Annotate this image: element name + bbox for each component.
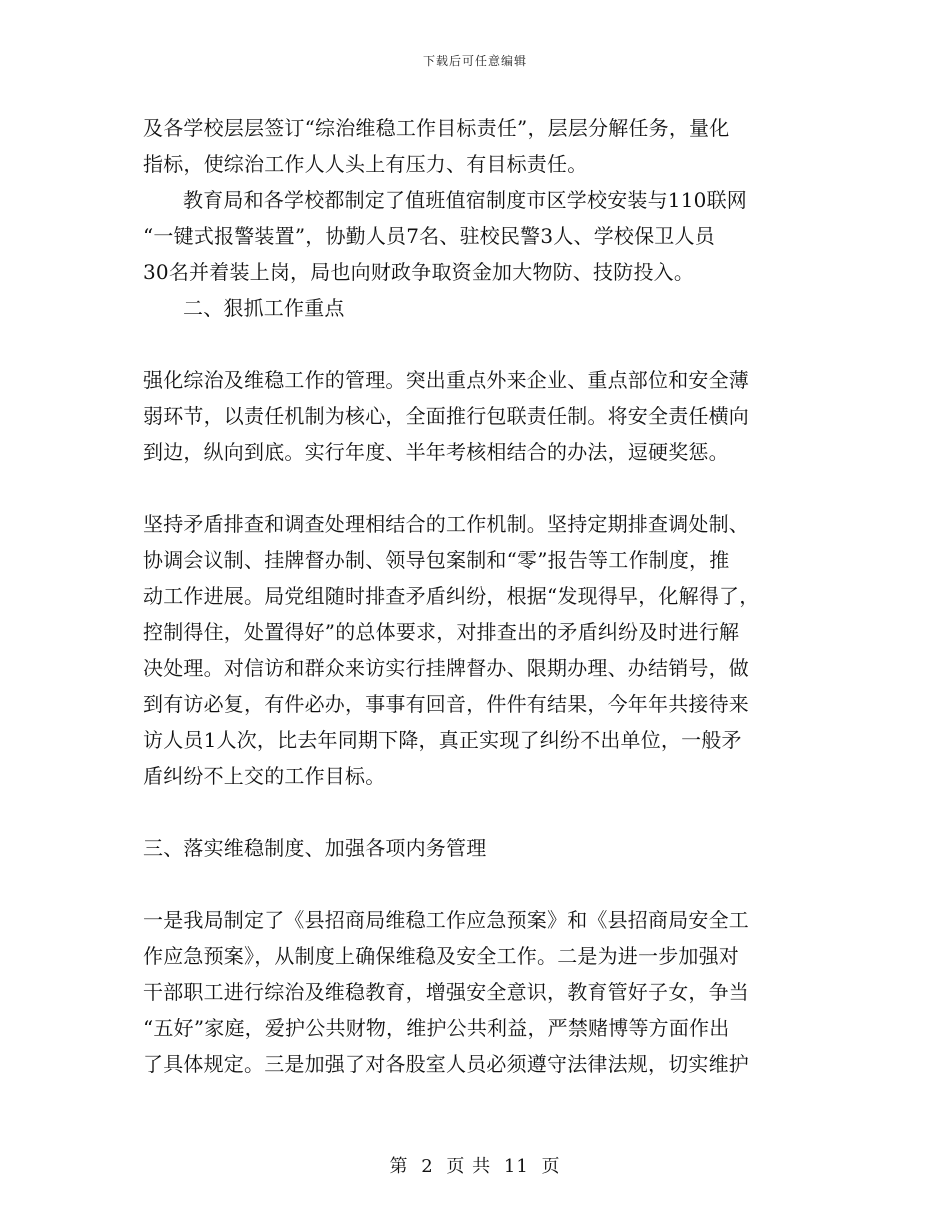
page-header: 下载后可任意编辑 [422, 54, 527, 68]
footer-prefix: 第 [389, 1156, 409, 1177]
paragraph [143, 902, 807, 1082]
text-line: 到有访必复，有件必办，事事有回音，件件有结果，今年年共接待来 [143, 692, 749, 716]
text-line: 三、落实维稳制度、加强各项内务管理 [143, 836, 487, 860]
footer-suffix: 页 [541, 1156, 561, 1177]
text-line: “一键式报警装置”，协勤人员7名、驻校民警3人、学校保卫人员 [143, 224, 715, 248]
text-line: 盾纠纷不上交的工作目标。 [143, 764, 386, 788]
paragraph [143, 290, 807, 326]
paragraph [143, 110, 807, 182]
text-line: 协调会议制、挂牌督办制、领导包案制和“零”报告等工作制度，推 [143, 548, 730, 572]
text-line: 强化综治及维稳工作的管理。突出重点外来企业、重点部位和安全薄 [143, 368, 749, 392]
text-line: 动工作进展。局党组随时排查矛盾纠纷，根据“发现得早，化解得了， [143, 584, 760, 608]
text-line: 干部职工进行综治及维稳教育，增强安全意识，教育管好子女，争当 [143, 980, 749, 1004]
text-line: 控制得住，处置得好”的总体要求，对排查出的矛盾纠纷及时进行解 [143, 620, 740, 644]
text-line: 到边，纵向到底。实行年度、半年考核相结合的办法，逗硬奖惩。 [143, 440, 729, 464]
text-line: 坚持矛盾排查和调查处理相结合的工作机制。坚持定期排查调处制、 [143, 512, 749, 536]
text-line: 弱环节，以责任机制为核心，全面推行包联责任制。将安全责任横向 [143, 404, 749, 428]
text-line: 决处理。对信访和群众来访实行挂牌督办、限期办理、办结销号，做 [143, 656, 749, 680]
footer-total-pages: 11 [503, 1156, 529, 1177]
paragraph-spacer [143, 866, 807, 902]
text-line: 指标，使综治工作人人头上有压力、有目标责任。 [143, 152, 588, 176]
page-footer [0, 1152, 950, 1178]
paragraph-spacer [143, 326, 807, 362]
text-line: 30名并着装上岗，局也向财政争取资金加大物防、技防投入。 [143, 260, 695, 284]
text-line: 教育局和各学校都制定了值班值宿制度市区学校安装与110联网 [183, 188, 747, 212]
paragraph [143, 506, 807, 794]
text-line: 二、狠抓工作重点 [183, 296, 345, 320]
text-line: 了具体规定。三是加强了对各股室人员必须遵守法律法规，切实维护 [143, 1052, 749, 1076]
footer-middle: 页 共 [446, 1156, 492, 1177]
paragraph-spacer [143, 470, 807, 506]
text-line: 访人员1人次，比去年同期下降，真正实现了纠纷不出单位，一般矛 [143, 728, 742, 752]
text-line: 及各学校层层签订“综治维稳工作目标责任”，层层分解任务，量化 [143, 116, 730, 140]
text-line: 一是我局制定了《县招商局维稳工作应急预案》和《县招商局安全工 [143, 908, 749, 932]
paragraph-spacer [143, 794, 807, 830]
footer-page-number: 2 [421, 1156, 434, 1177]
text-line: 作应急预案》，从制度上确保维稳及安全工作。二是为进一步加强对 [143, 944, 739, 968]
document-body [143, 110, 807, 1082]
paragraph [143, 362, 807, 470]
text-line: “五好”家庭，爱护公共财物，维护公共利益，严禁赌博等方面作出 [143, 1016, 730, 1040]
paragraph [143, 830, 807, 866]
paragraph [143, 182, 807, 290]
